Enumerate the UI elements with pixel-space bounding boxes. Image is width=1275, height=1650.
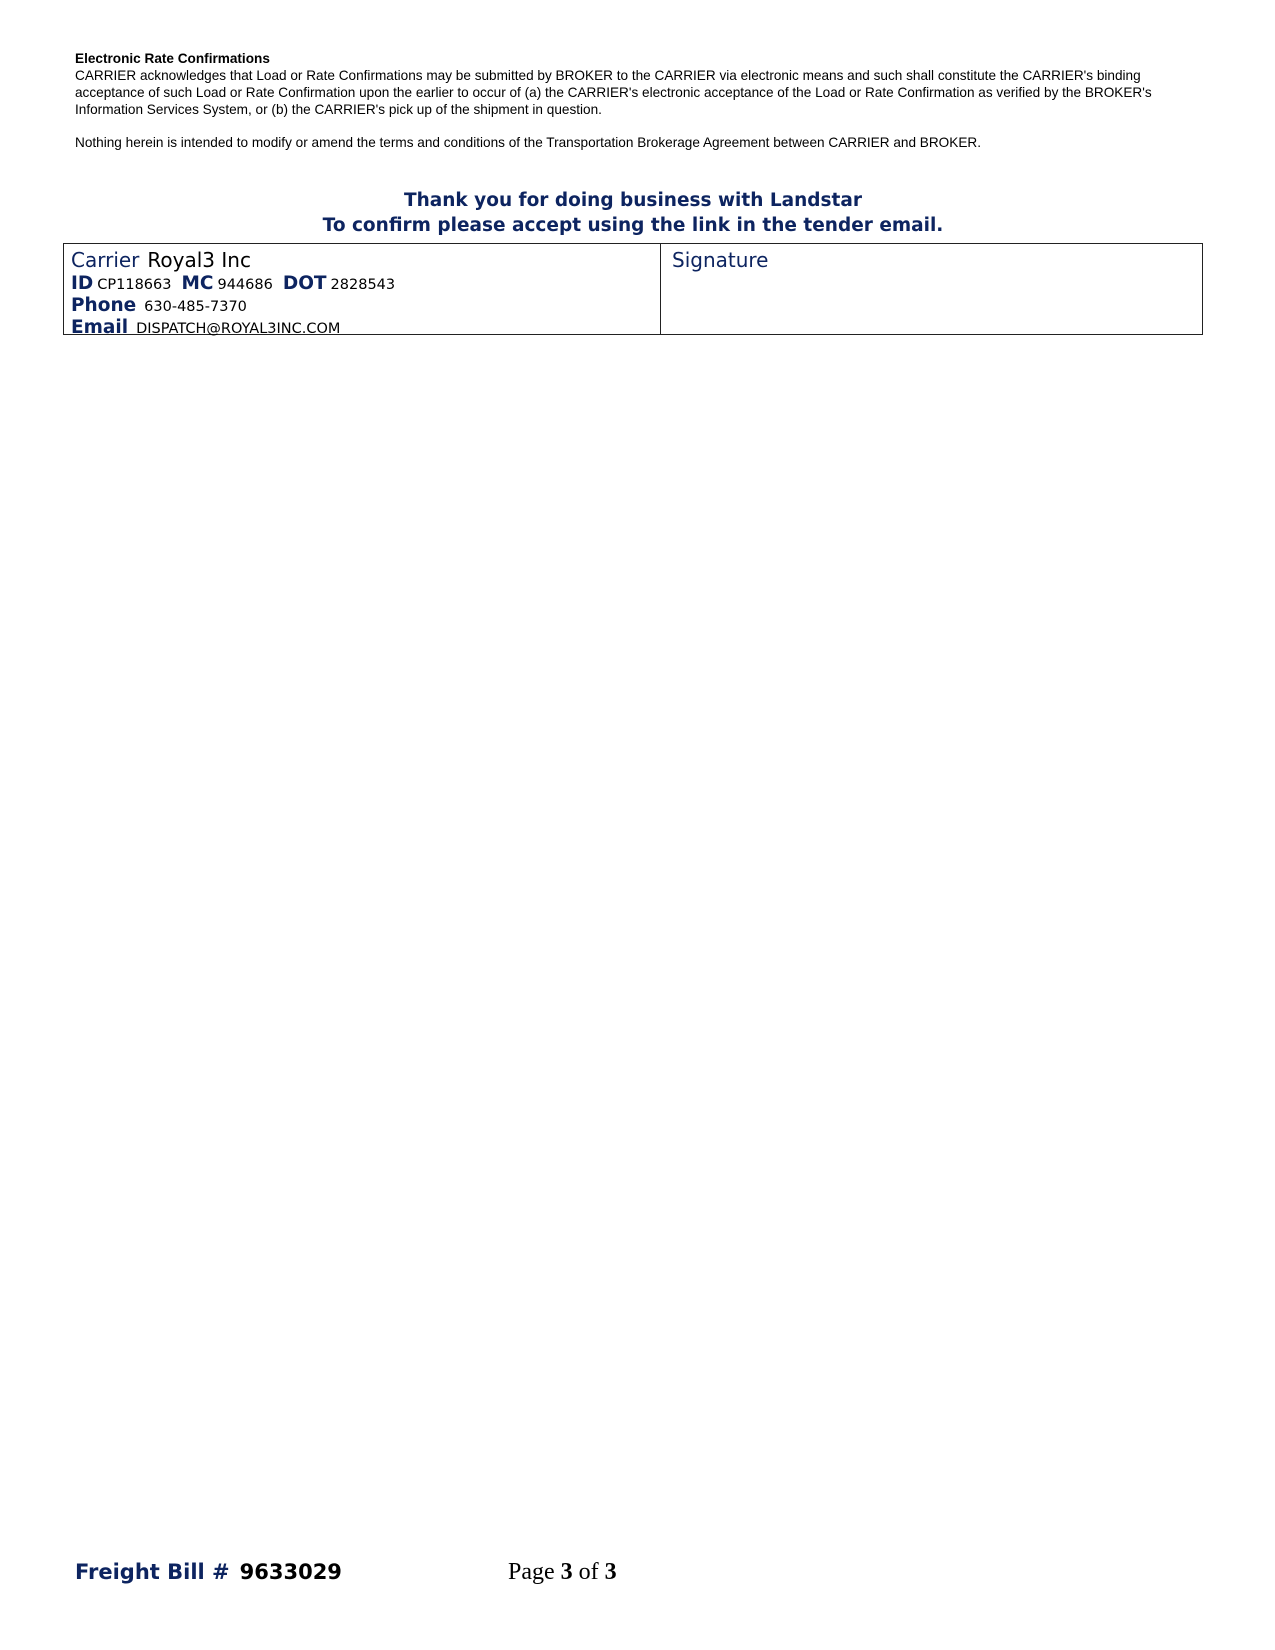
carrier-phone-row	[71, 295, 660, 317]
freight-bill-number: 9633029	[239, 1560, 342, 1584]
mc-number: 944686	[217, 277, 273, 293]
terms-heading: Electronic Rate Confirmations	[75, 51, 270, 66]
phone-label: Phone	[71, 295, 137, 316]
carrier-name: Royal3 Inc	[147, 248, 251, 272]
signature-label: Signature	[672, 248, 769, 272]
page-current: 3	[560, 1559, 573, 1585]
carrier-id: CP118663	[97, 277, 172, 293]
carrier-phone: 630-485-7370	[144, 299, 247, 315]
carrier-name-row	[71, 247, 660, 273]
terms-body: CARRIER acknowledges that Load or Rate Confirmations may be submitted by BROKER to the CARRIER via electronic means and such shall constitute the CARRIER's binding acceptance of such Load or Rate Confirmation upon the earlier to occur of (a) the CARRIER's electronic acceptance of the Load or Rate Confirmation as verified by the BROKER's Information Services System, or (b) the CARRIER's pick up of the shipment in question.	[75, 68, 1152, 117]
dot-label: DOT	[282, 273, 327, 294]
freight-bill	[75, 1555, 342, 1589]
id-label: ID	[71, 273, 94, 294]
page-number	[508, 1555, 617, 1589]
carrier-email: DISPATCH@ROYAL3INC.COM	[136, 321, 341, 337]
carrier-ids-row	[71, 273, 660, 295]
dot-number: 2828543	[330, 277, 396, 293]
electronic-rate-confirmations-section	[75, 50, 1200, 151]
page-word: Page	[508, 1559, 555, 1585]
freight-bill-label: Freight Bill #	[75, 1560, 230, 1584]
signature-cell	[661, 244, 1202, 334]
terms-note: Nothing herein is intended to modify or amend the terms and conditions of the Transportation Brokerage Agreement between CARRIER and BROKER.	[75, 135, 981, 150]
carrier-signature-table	[63, 243, 1203, 338]
carrier-info-cell	[64, 244, 661, 338]
carrier-label: Carrier	[71, 248, 140, 272]
mc-label: MC	[181, 273, 214, 294]
email-label: Email	[71, 317, 129, 338]
page-of: of	[578, 1559, 599, 1585]
confirm-instructions: To confirm please accept using the link in the tender email.	[322, 215, 944, 236]
page-total: 3	[604, 1559, 617, 1585]
thank-you-message: Thank you for doing business with Landstar	[403, 190, 863, 211]
page-footer	[75, 1555, 1200, 1591]
carrier-email-row	[71, 317, 660, 339]
